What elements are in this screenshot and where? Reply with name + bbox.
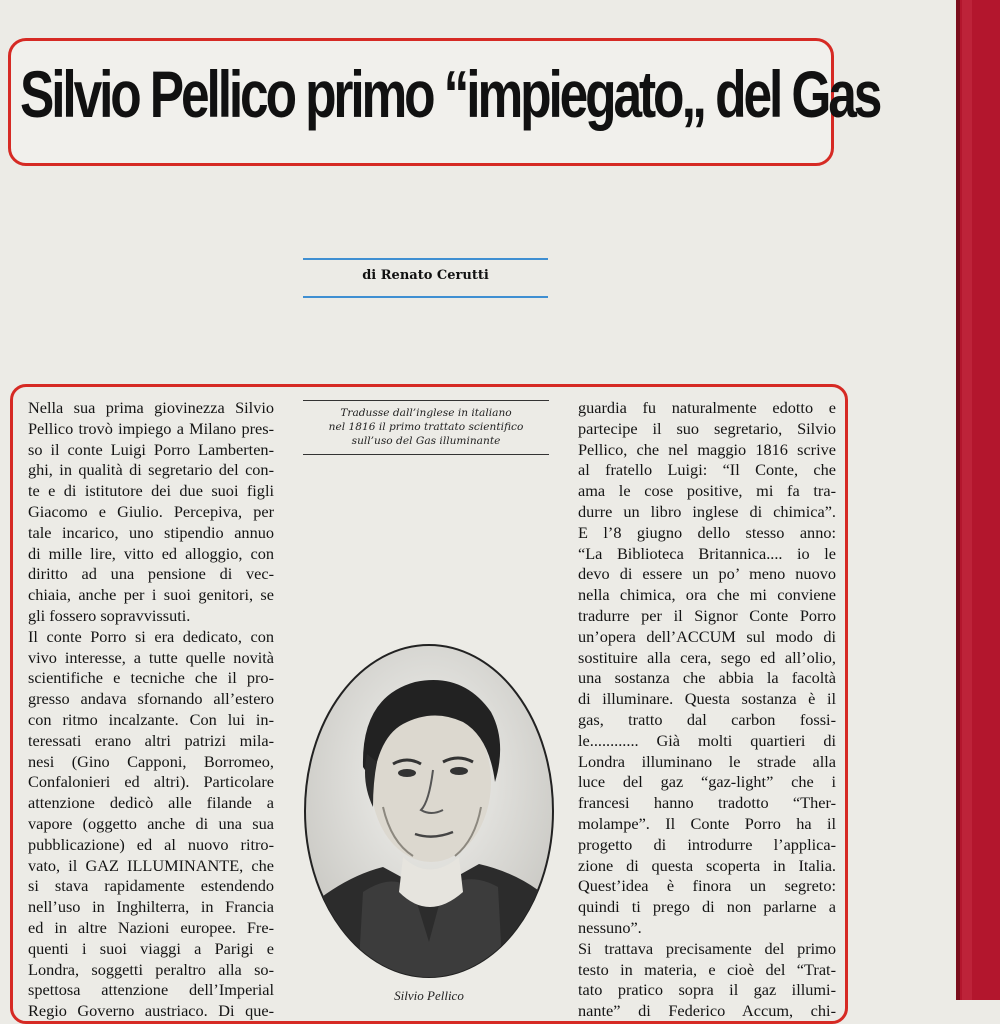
right-line: guardia fu naturalmente edotto e xyxy=(578,398,836,417)
byline-top-rule xyxy=(303,258,548,260)
left-line: gresso andava sfornando all’estero xyxy=(28,689,274,709)
portrait-caption: Silvio Pellico xyxy=(394,988,464,1003)
left-line: Londra, soggetti peraltro alla so- xyxy=(28,959,274,979)
left-line: Confalonieri ed altri). Particolare xyxy=(28,772,274,792)
right-line: Londra illuminano le strade alla xyxy=(578,751,836,771)
right-line: al fratello Luigi: “Il Conte, che xyxy=(578,460,836,480)
right-line: francesi hanno tradotto “Ther- xyxy=(578,793,836,813)
caption-line: Tradusse dall’inglese in italiano xyxy=(340,407,512,419)
right-line: devo di essere un po’ meno nuovo xyxy=(578,564,836,584)
right-line: molampe”. Il Conte Porro ha il xyxy=(578,813,836,833)
left-line: Regio Governo austriaco. Di que- xyxy=(28,1001,274,1021)
left-line: tale incarico, uno stipendio annuo xyxy=(28,522,274,542)
right-column xyxy=(578,398,836,1022)
right-line: tradurre per il Signor Conte Porro xyxy=(578,605,836,625)
portrait-image xyxy=(303,642,555,980)
left-line: Nella sua prima giovinezza Silvio xyxy=(28,398,274,417)
right-line: quindi ti prego di non parlarne a xyxy=(578,897,836,917)
right-line: “La Biblioteca Britannica.... io le xyxy=(578,543,836,563)
left-line: chiaia, anche per i suoi genitori, se xyxy=(28,585,274,605)
byline: di Renato Cerutti xyxy=(362,268,489,283)
right-line: un’opera dell’ACCUM sul modo di xyxy=(578,626,836,646)
left-line: vivo interesse, a tutte quelle novità xyxy=(28,647,274,667)
left-column xyxy=(28,398,274,1022)
left-line: nesi (Gino Capponi, Borromeo, xyxy=(28,751,274,771)
left-line: scientifiche e tecniche che il pro- xyxy=(28,668,274,688)
caption-line: nel 1816 il primo trattato scientifico xyxy=(328,421,524,433)
left-line: so il conte Luigi Porro Lamberten- xyxy=(28,439,274,459)
left-line: gli fossero sopravvissuti. xyxy=(28,605,191,625)
right-line: nella chimica, ora che mi conviene xyxy=(578,585,836,605)
left-line: Giacomo e Giulio. Percepiva, per xyxy=(28,501,274,521)
right-line: testo in materia, e cioè del “Trat- xyxy=(578,959,836,979)
right-line: le............ Già molti quartieri di xyxy=(578,730,836,750)
right-line: nante” di Federico Accum, chi- xyxy=(578,1001,836,1021)
left-line: quenti i suoi viaggi a Parigi e xyxy=(28,938,274,958)
right-line: luce del gaz “gaz-light” che i xyxy=(578,772,836,792)
caption xyxy=(303,406,549,448)
left-line: si stava rapidamente estendendo xyxy=(28,876,274,896)
book-spine-highlight xyxy=(962,0,972,1000)
right-line: progetto di introdurre l’applica- xyxy=(578,834,836,854)
article-title: Silvio Pellico primo “impiegato„ del Gas xyxy=(20,57,880,131)
left-line: spettosa attenzione dell’Imperial xyxy=(28,980,274,1000)
caption-line: sull’uso del Gas illuminante xyxy=(351,435,501,447)
right-line: sostituire alla cera, sego ed all’olio, xyxy=(578,647,836,667)
right-line: ama le cose positive, mi fa tra- xyxy=(578,481,836,501)
caption-bottom-rule xyxy=(303,454,549,455)
left-line: diritto ad una pensione di vec- xyxy=(28,564,274,584)
right-line: partecipe il suo segretario, Silvio xyxy=(578,418,836,438)
left-line: vato, il GAZ ILLUMINANTE, che xyxy=(28,855,274,875)
right-line: gas, tratto dal carbon fossi- xyxy=(578,709,836,729)
left-line: vapore (oggetto anche di una sua xyxy=(28,813,274,833)
byline-bottom-rule xyxy=(303,296,548,298)
right-line: durre un libro inglese di chimica”. xyxy=(578,501,836,521)
right-line: zione di questa scoperta in Italia. xyxy=(578,855,836,875)
right-line: una sostanza che abbia la facoltà xyxy=(578,668,836,688)
left-line: te e di istitutore dei due suoi figli xyxy=(28,481,274,501)
left-line: attenzione dedicò alle filande a xyxy=(28,793,274,813)
right-line: tato pratico sopra il gaz illumi- xyxy=(578,980,836,1000)
left-line: teressati erano altri patrizi mila- xyxy=(28,730,274,750)
left-line: pubblicazione) ed al nuovo ritro- xyxy=(28,834,274,854)
left-line: ghi, in qualità di segretario del con- xyxy=(28,460,274,480)
book-spine-edge xyxy=(956,0,960,1000)
left-line: nell’uso in Inghilterra, in Francia xyxy=(28,897,274,917)
right-line: nessuno”. xyxy=(578,917,642,937)
caption-top-rule xyxy=(303,400,549,401)
right-line: Pellico, che nel maggio 1816 scrive xyxy=(578,439,836,459)
right-line: Si trattava precisamente del primo xyxy=(578,938,836,958)
left-line: ed in altre Nazioni europee. Fre- xyxy=(28,917,274,937)
left-line: di mille lire, vitto ed alloggio, con xyxy=(28,543,274,563)
left-line: Pellico trovò impiego a Milano pres- xyxy=(28,418,274,438)
right-line: Quest’idea è finora un segreto: xyxy=(578,876,836,896)
right-line: di illuminare. Questa sostanza è il xyxy=(578,689,836,709)
left-line: con ritmo incalzante. Con lui in- xyxy=(28,709,274,729)
right-line: E l’8 giugno dello stesso anno: xyxy=(578,522,836,542)
left-line: Il conte Porro si era dedicato, con xyxy=(28,626,274,646)
